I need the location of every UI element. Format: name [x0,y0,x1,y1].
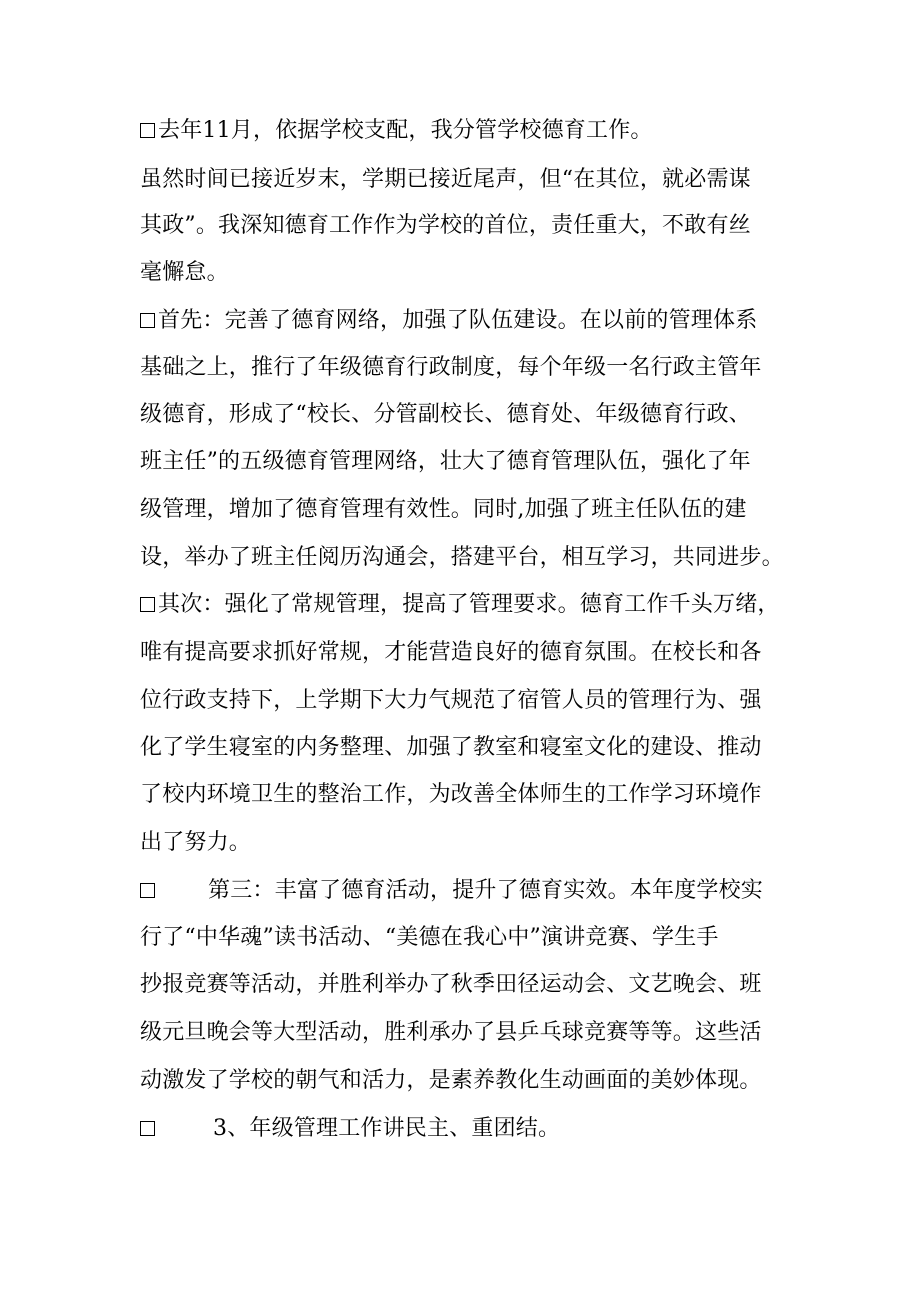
paragraph-5-line-4: 级元旦晚会等大型活动，胜利承办了县乒乓球竞赛等等。这些活 [140,1020,762,1045]
paragraph-2-line-1: 虽然时间已接近岁末，学期已接近尾声，但“在其位，就必需谋 [140,167,751,192]
paragraph-5-line-1: 第三：丰富了德育活动，提升了德育实效。本年度学校实 [140,878,763,904]
checkbox-glyph-icon [140,313,155,328]
paragraph-5-line-2: 行了“中华魂”读书活动、“美德在我心中”演讲竞赛、学生手 [140,925,719,950]
paragraph-4-line-3: 位行政支持下，上学期下大力气规范了宿管人员的管理行为、强 [140,688,762,713]
paragraph-4-line-5: 了校内环境卫生的整治工作，为改善全体师生的工作学习环境作 [140,782,762,807]
paragraph-5-line-5: 动激发了学校的朝气和活力，是素养教化生动画面的美妙体现。 [140,1068,762,1093]
paragraph-3-line-1: 首先：完善了德育网络，加强了队伍建设。在以前的管理体系 [140,308,757,334]
paragraph-3-line-2: 基础之上，推行了年级德育行政制度，每个年级一名行政主管年 [140,355,762,380]
paragraph-4-line-4: 化了学生寝室的内务整理、加强了教室和寝室文化的建设、推动 [140,735,762,760]
paragraph-1-line-1: 去年11月，依据学校支配，我分管学校德育工作。 [140,118,653,144]
paragraph-5-line-3: 抄报竞赛等活动，并胜利举办了秋季田径运动会、文艺晚会、班 [140,972,762,997]
checkbox-glyph-icon [140,1121,155,1136]
checkbox-glyph-icon [140,883,155,898]
checkbox-glyph-icon [140,597,155,612]
paragraph-3-line-5: 级管理，增加了德育管理有效性。同时,加强了班主任队伍的建 [140,497,747,522]
paragraph-4-line-2: 唯有提高要求抓好常规，才能营造良好的德育氛围。在校长和各 [140,640,762,665]
checkbox-glyph-icon [140,123,155,138]
paragraph-2-line-2: 其政”。我深知德育工作作为学校的首位，责任重大，不敢有丝 [140,213,751,238]
paragraph-6-line-1: 3、年级管理工作讲民主、重团结。 [140,1116,560,1142]
paragraph-3-line-4: 班主任”的五级德育管理网络，壮大了德育管理队伍，强化了年 [140,449,751,474]
paragraph-4-line-1: 其次：强化了常规管理，提高了管理要求。德育工作千头万绪， [140,592,780,618]
paragraph-2-line-3: 毫懈怠。 [140,260,229,285]
paragraph-3-line-3: 级德育，形成了“校长、分管副校长、德育处、年级德育行政、 [140,402,751,427]
paragraph-3-line-6: 设，举办了班主任阅历沟通会，搭建平台，相互学习，共同进步。 [140,545,784,570]
paragraph-4-line-6: 出了努力。 [140,830,252,855]
